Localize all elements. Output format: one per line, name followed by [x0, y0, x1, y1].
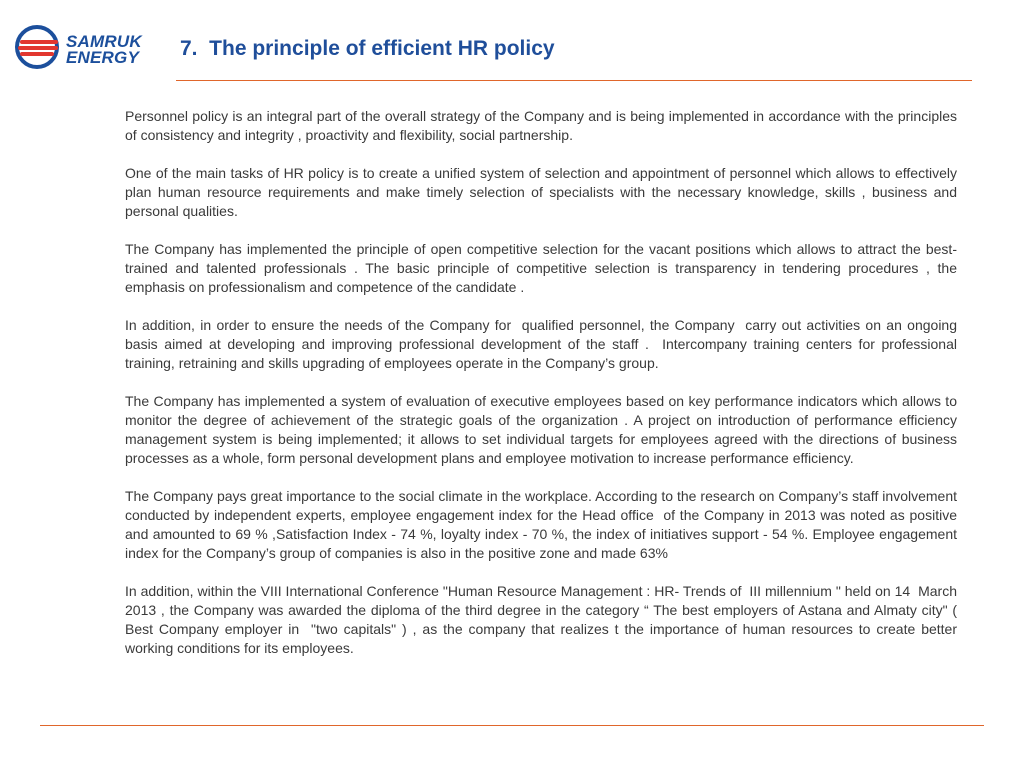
samruk-energy-logo	[14, 24, 154, 70]
logo-word-samruk: SAMRUK	[66, 32, 142, 51]
paragraph-conference-award: In addition, within the VIII International Conference "Human Resource Management : HR- Trends of III millennium " held on 14 March 2013 , the Company was awarded the diploma of the third degree in the category “ The best employers of Astana and Almaty city" ( Best Company employer in "two capitals" ) , as the company that realizes t the importance of human resources to create better working conditions for its employees.	[125, 583, 961, 656]
samruk-energy-emblem-icon	[14, 24, 62, 70]
paragraph-personnel-policy: Personnel policy is an integral part of the overall strategy of the Company and is being implemented in accordance with the principles of consistency and integrity , proactivity and flexibility, social partnership.	[125, 108, 961, 143]
paragraph-main-tasks: One of the main tasks of HR policy is to create a unified system of selection and appointment of personnel which allows to effectively plan human resource requirements and make timely selection of specialists with the necessary knowledge, skills , business and personal qualities.	[125, 165, 961, 219]
slide-title: 7. The principle of efficient HR policy	[180, 37, 555, 60]
title-divider	[176, 80, 972, 81]
paragraph-kpi-evaluation: The Company has implemented a system of evaluation of executive employees based on key performance indicators which allows to monitor the degree of achievement of the strategic goals of the organization . A project on introduction of performance efficiency management system is being implemented; it allows to set individual targets for employees agreed with the directions of business processes as a whole, form personal development plans and employee motivation to increase performance efficiency.	[125, 393, 961, 466]
paragraph-competitive-selection: The Company has implemented the principle of open competitive selection for the vacant positions which allows to attract the best-trained and talented professionals . The basic principle of competitive selection is transparency in tendering procedures , the emphasis on professionalism and competence of the candidate .	[125, 241, 961, 295]
paragraph-professional-development: In addition, in order to ensure the needs of the Company for qualified personnel, the Company carry out activities on an ongoing basis aimed at developing and improving professional development of the staff . Intercompany training centers for professional training, retraining and skills upgrading of employees operate in the Company’s group.	[125, 317, 961, 371]
footer-divider	[40, 725, 984, 726]
paragraph-social-climate: The Company pays great importance to the social climate in the workplace. According to the research on Company’s staff involvement conducted by independent experts, employee engagement index for the Head office of the Company in 2013 was noted as positive and amounted to 69 % ,Satisfaction Index - 74 %, loyalty index - 70 %, the index of initiatives support - 54 %. Employee engagement index for the Company’s group of companies is also in the positive zone and made 63%	[125, 488, 961, 561]
slide-body	[125, 107, 961, 677]
logo-word-energy: ENERGY	[66, 48, 139, 67]
